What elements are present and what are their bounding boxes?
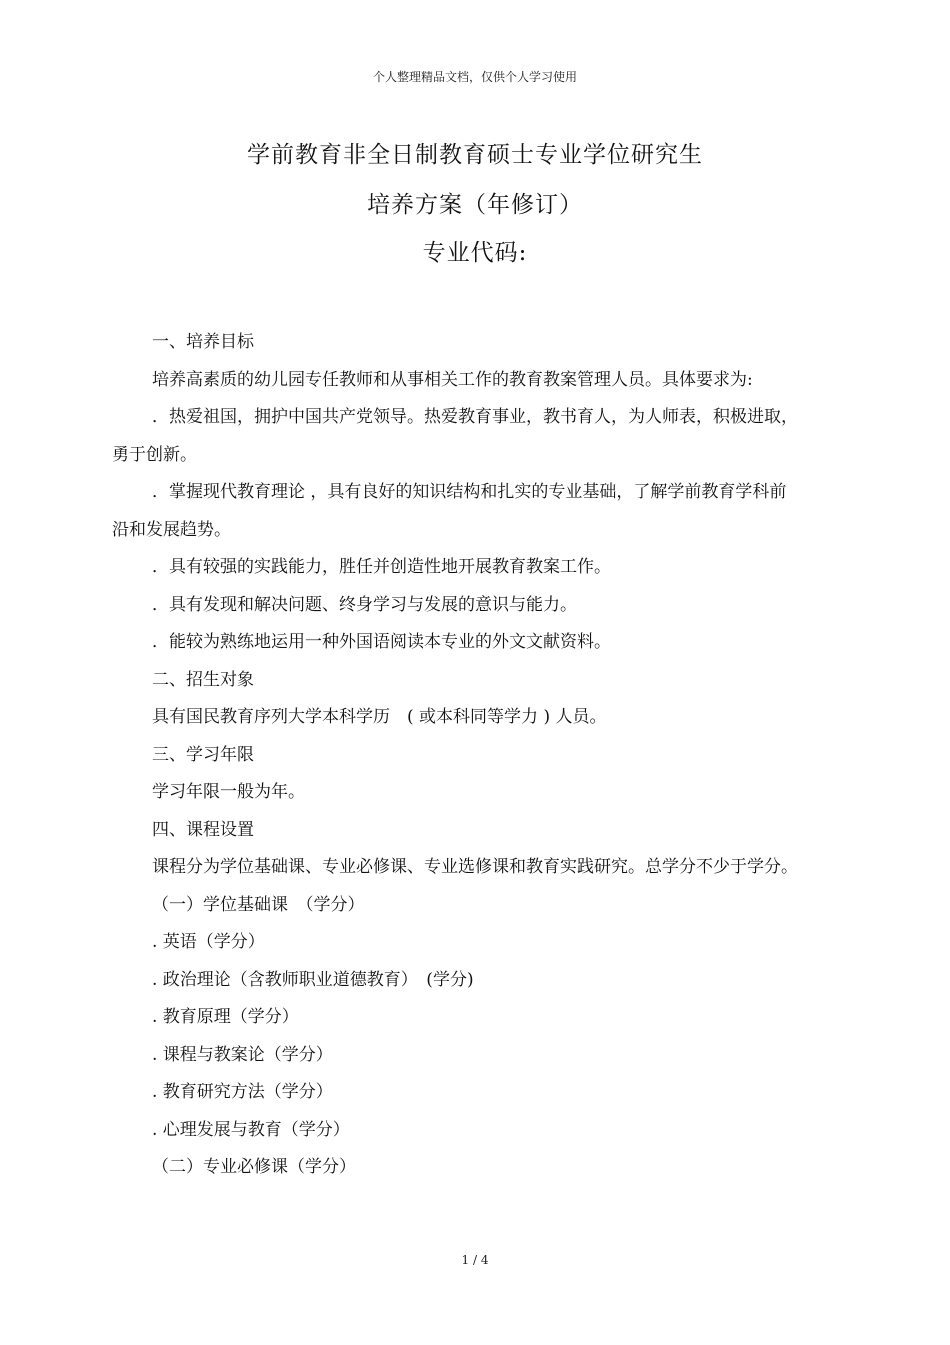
course-item: . 教育原理（学分） bbox=[152, 1007, 299, 1027]
paragraph: 学习年限一般为年。 bbox=[152, 782, 305, 802]
list-item: ．掌握现代教育理论 ，具有良好的知识结构和扎实的专业基础，了解学前教育学科前沿和发展趋势。 bbox=[112, 482, 787, 540]
page-number: 1 / 4 bbox=[461, 1253, 489, 1267]
section-heading-duration: 三、学习年限 bbox=[152, 744, 254, 765]
paragraph: 课程分为学位基础课、专业必修课、专业选修课和教育实践研究。总学分不少于学分。 bbox=[152, 857, 798, 877]
section-heading-curriculum: 四、课程设置 bbox=[152, 819, 254, 840]
list-item: ．具有发现和解决问题、终身学习与发展的意识与能力。 bbox=[152, 594, 577, 615]
document-body bbox=[112, 324, 802, 1187]
section-heading-enrollment: 二、招生对象 bbox=[152, 669, 254, 690]
paragraph: 具有国民教育序列大学本科学历 ( 或本科同等学力 ) 人员。 bbox=[152, 707, 607, 727]
course-item: . 英语（学分） bbox=[152, 932, 265, 952]
document-subtitle: 培养方案（年修订） bbox=[367, 192, 583, 218]
document-title: 学前教育非全日制教育硕士专业学位研究生 bbox=[247, 142, 703, 168]
course-item: . 课程与教案论（学分） bbox=[152, 1044, 333, 1065]
course-item: . 教育研究方法（学分） bbox=[152, 1082, 333, 1102]
subsection-heading: （一）学位基础课 （学分） bbox=[152, 894, 365, 915]
list-item: ．热爱祖国，拥护中国共产党领导。热爱教育事业，教书育人，为人师表，积极进取，勇于创新。 bbox=[112, 407, 798, 465]
subsection-heading: （二）专业必修课（学分） bbox=[152, 1157, 356, 1177]
list-item: ．具有较强的实践能力，胜任并创造性地开展教育教案工作。 bbox=[152, 557, 611, 577]
major-code-label: 专业代码: bbox=[422, 240, 528, 266]
course-item: . 政治理论（含教师职业道德教育） (学分) bbox=[152, 969, 474, 990]
list-item: ．能较为熟练地运用一种外国语阅读本专业的外文文献资料。 bbox=[152, 632, 611, 652]
page-header: 个人整理精品文档，仅供个人学习使用 bbox=[372, 70, 577, 84]
section-heading-goals: 一、培养目标 bbox=[152, 332, 254, 352]
course-item: . 心理发展与教育（学分） bbox=[152, 1119, 350, 1140]
paragraph: 培养高素质的幼儿园专任教师和从事相关工作的教育教案管理人员。具体要求为: bbox=[152, 369, 753, 390]
